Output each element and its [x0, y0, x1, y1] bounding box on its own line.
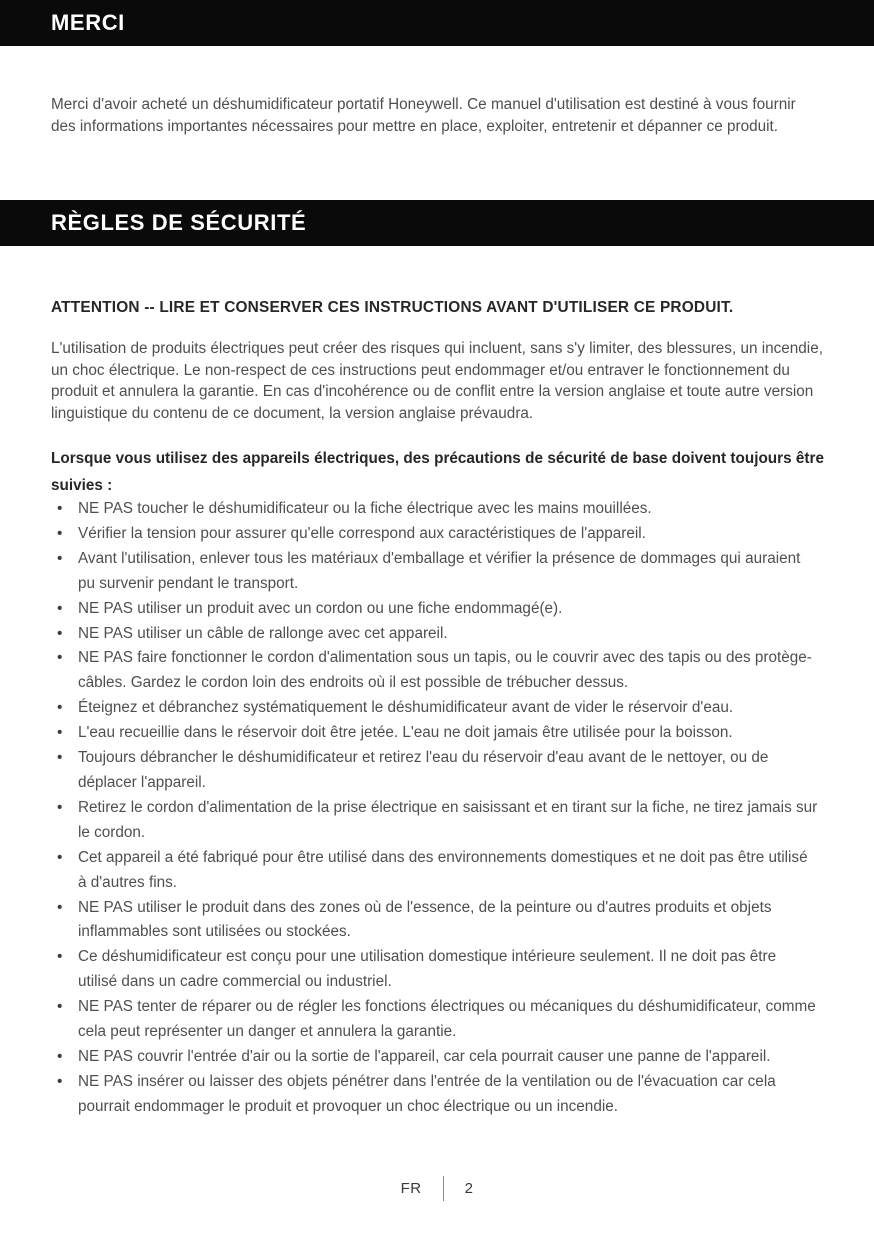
safety-bullet-item: • NE PAS couvrir l'entrée d'air ou la sortie de l'appareil, car cela pourrait causer une panne de l'appareil.: [51, 1045, 818, 1070]
safety-intro-paragraph: L'utilisation de produits électriques peut créer des risques qui incluent, sans s'y limiter, des blessures, un incendie, un choc électrique. Le non-respect de ces instructions peut endommager et/ou entraver le fonctionnement du produit et annulera la garantie. En cas d'incohérence ou de conflit entre la version anglaise et toute autre version linguistique du contenu de ce document, la version anglaise prévaudra.: [51, 340, 823, 422]
safety-bullet-item: • Toujours débrancher le déshumidificateur et retirez l'eau du réservoir d'eau avant de le nettoyer, ou de déplacer l'appareil.: [51, 746, 818, 796]
precautions-lead-paragraph: Lorsque vous utilisez des appareils électriques, des précautions de sécurité de base doivent toujours être suivies :: [51, 450, 824, 494]
safety-bullet-item: • Cet appareil a été fabriqué pour être utilisé dans des environnements domestiques et ne doit pas être utilisé à d'autres fins.: [51, 846, 818, 896]
safety-bullet-list: [51, 497, 818, 1120]
section-header-merci: [0, 0, 874, 46]
safety-bullet-item: • NE PAS toucher le déshumidificateur ou la fiche électrique avec les mains mouillées.: [51, 497, 818, 522]
footer-language-label: FR: [400, 1180, 422, 1197]
safety-bullet-item: • Retirez le cordon d'alimentation de la prise électrique en saisissant et en tirant sur la fiche, ne tirez jamais sur le cordon.: [51, 796, 818, 846]
safety-bullet-item: • NE PAS insérer ou laisser des objets pénétrer dans l'entrée de la ventilation ou de l'évacuation car cela pourrait endommager le produit et provoquer un choc électrique ou un incendie.: [51, 1070, 818, 1120]
safety-bullet-item: • NE PAS utiliser un produit avec un cordon ou une fiche endommagé(e).: [51, 597, 818, 622]
safety-bullet-item: • L'eau recueillie dans le réservoir doit être jetée. L'eau ne doit jamais être utilisée pour la boisson.: [51, 721, 818, 746]
safety-bullet-item: • Vérifier la tension pour assurer qu'elle correspond aux caractéristiques de l'appareil.: [51, 522, 818, 547]
safety-bullet-item: • Avant l'utilisation, enlever tous les matériaux d'emballage et vérifier la présence de dommages qui auraient pu survenir pendant le transport.: [51, 547, 818, 597]
safety-bullet-item: • Ce déshumidificateur est conçu pour une utilisation domestique intérieure seulement. Il ne doit pas être utilisé dans un cadre commercial ou industriel.: [51, 945, 818, 995]
footer-page-number: 2: [464, 1180, 474, 1197]
safety-bullet-item: • NE PAS tenter de réparer ou de régler les fonctions électriques ou mécaniques du déshumidificateur, comme cela peut représenter un danger et annulera la garantie.: [51, 995, 818, 1045]
page-footer: [0, 1176, 874, 1201]
footer-divider: [443, 1176, 444, 1201]
section-title-merci: MERCI: [51, 10, 125, 35]
safety-bullet-item: • Éteignez et débranchez systématiquement le déshumidificateur avant de vider le réservoir d'eau.: [51, 696, 818, 721]
safety-bullet-item: • NE PAS faire fonctionner le cordon d'alimentation sous un tapis, ou le couvrir avec des tapis ou des protège-câbles. Gardez le cordon loin des endroits où il est possible de trébucher dessus.: [51, 646, 818, 696]
section-header-safety: [0, 200, 874, 246]
safety-bullet-item: • NE PAS utiliser le produit dans des zones où de l'essence, de la peinture ou d'autres produits et objets inflammables sont utilisées ou stockées.: [51, 896, 818, 946]
attention-statement: ATTENTION -- LIRE ET CONSERVER CES INSTRUCTIONS AVANT D'UTILISER CE PRODUIT.: [51, 299, 734, 316]
section-title-safety: RÈGLES DE SÉCURITÉ: [51, 210, 307, 235]
safety-bullet-item: • NE PAS utiliser un câble de rallonge avec cet appareil.: [51, 622, 818, 647]
merci-paragraph: Merci d'avoir acheté un déshumidificateur portatif Honeywell. Ce manuel d'utilisation est destiné à vous fournir des informations importantes nécessaires pour mettre en place, exploiter, entretenir et dépanner ce produit.: [51, 96, 796, 135]
